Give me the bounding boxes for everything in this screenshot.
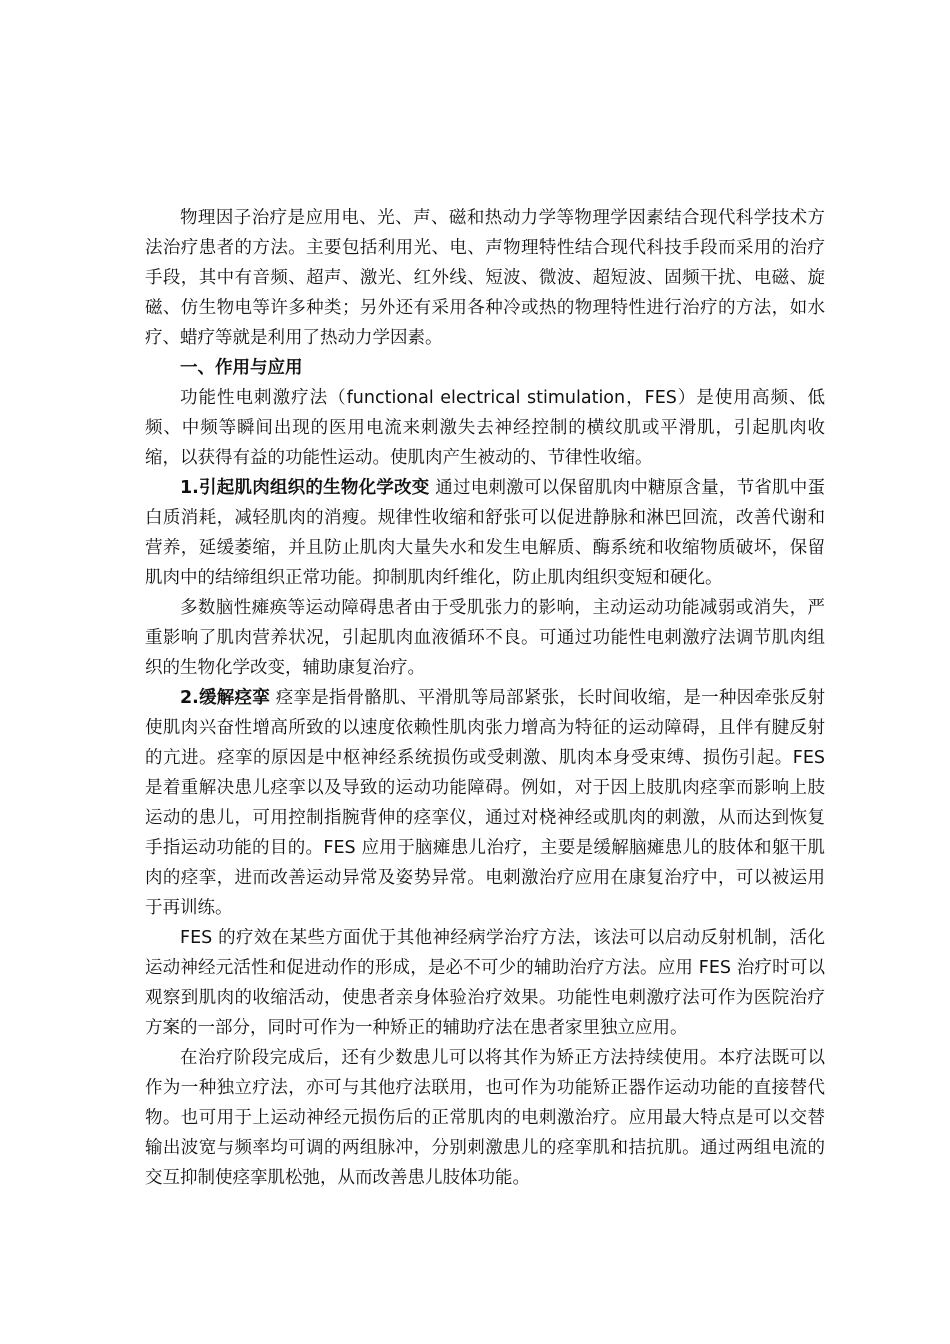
item1-body: 通过电刺激可以保留肌肉中糖原含量，节省肌中蛋白质消耗，减轻肌肉的消瘦。规律性收缩和舒张可以促进静脉和淋巴回流，改善代谢和营养，延缓萎缩，并且防止肌肉大量失水和发生电解质、酶系统和收缩物质破坏，保留肌肉中的结缔组织正常功能。抑制肌肉纤维化，防止肌肉组织变短和硬化。 [145, 478, 826, 588]
section-heading: 一、作用与应用 [180, 358, 303, 378]
item1-title: 1.引起肌肉组织的生物化学改变 [180, 478, 430, 498]
efficacy-paragraph: FES 的疗效在某些方面优于其他神经病学治疗方法，该法可以启动反射机制，活化运动神经元活性和促进动作的形成，是必不可少的辅助治疗方法。应用 FES 治疗时可以观察到肌肉的收缩活动，使患者亲身体验治疗效果。功能性电刺激疗法可作为医院治疗方案的一部分，同时可作为一种矫正的辅助疗法在患者家里独立应用。 [145, 928, 825, 1038]
item2-body: 痉挛是指骨骼肌、平滑肌等局部紧张，长时间收缩，是一种因牵张反射使肌肉兴奋性增高所致的以速度依赖性肌肉张力增高为特征的运动障碍，且伴有腱反射的亢进。痉挛的原因是中枢神经系统损伤或受刺激、肌肉本身受束缚、损伤引起。FES 是着重解决患儿痉挛以及导致的运动功能障碍。例如，对于因上肢肌肉痉挛而影响上肢运动的患儿，可用控制指腕背伸的痉挛仪，通过对桡神经或肌肉的刺激，从而达到恢复手指运动功能的目的。FES 应用于脑瘫患儿治疗，主要是缓解脑瘫患儿的肢体和躯干肌肉的痉挛，进而改善运动异常及姿势异常。电刺激治疗应用在康复治疗中，可以被运用于再训练。 [145, 688, 825, 918]
cerebral-palsy-paragraph: 多数脑性瘫痪等运动障碍患者由于受肌张力的影响，主动运动功能减弱或消失，严重影响了肌肉营养状况，引起肌肉血液循环不良。可通过功能性电刺激疗法调节肌肉组织的生物化学改变，辅助康复治疗。 [145, 598, 825, 678]
item2-title: 2.缓解痉挛 [180, 688, 270, 708]
final-paragraph: 在治疗阶段完成后，还有少数患儿可以将其作为矫正方法持续使用。本疗法既可以作为一种独立疗法，亦可与其他疗法联用，也可作为功能矫正器作运动功能的直接替代物。也可用于上运动神经元损伤后的正常肌肉的电刺激治疗。应用最大特点是可以交替输出波宽与频率均可调的两组脉冲，分别刺激患儿的痉挛肌和拮抗肌。通过两组电流的交互抑制使痉挛肌松弛，从而改善患儿肢体功能。 [145, 1048, 825, 1188]
intro-paragraph: 物理因子治疗是应用电、光、声、磁和热动力学等物理学因素结合现代科学技术方法治疗患者的方法。主要包括利用光、电、声物理特性结合现代科技手段而采用的治疗手段，其中有音频、超声、激光、红外线、短波、微波、超短波、固频干扰、电磁、旋磁、仿生物电等许多种类；另外还有采用各种冷或热的物理特性进行治疗的方法，如水疗、蜡疗等就是利用了热动力学因素。 [145, 208, 825, 348]
fes-intro-paragraph: 功能性电刺激疗法（functional electrical stimulation，FES）是使用高频、低频、中频等瞬间出现的医用电流来刺激失去神经控制的横纹肌或平滑肌，引起肌肉收缩，以获得有益的功能性运动。使肌肉产生被动的、节律性收缩。 [145, 388, 825, 468]
item1-paragraph [145, 473, 825, 593]
item2-paragraph [145, 683, 825, 923]
document-page [145, 203, 825, 1193]
